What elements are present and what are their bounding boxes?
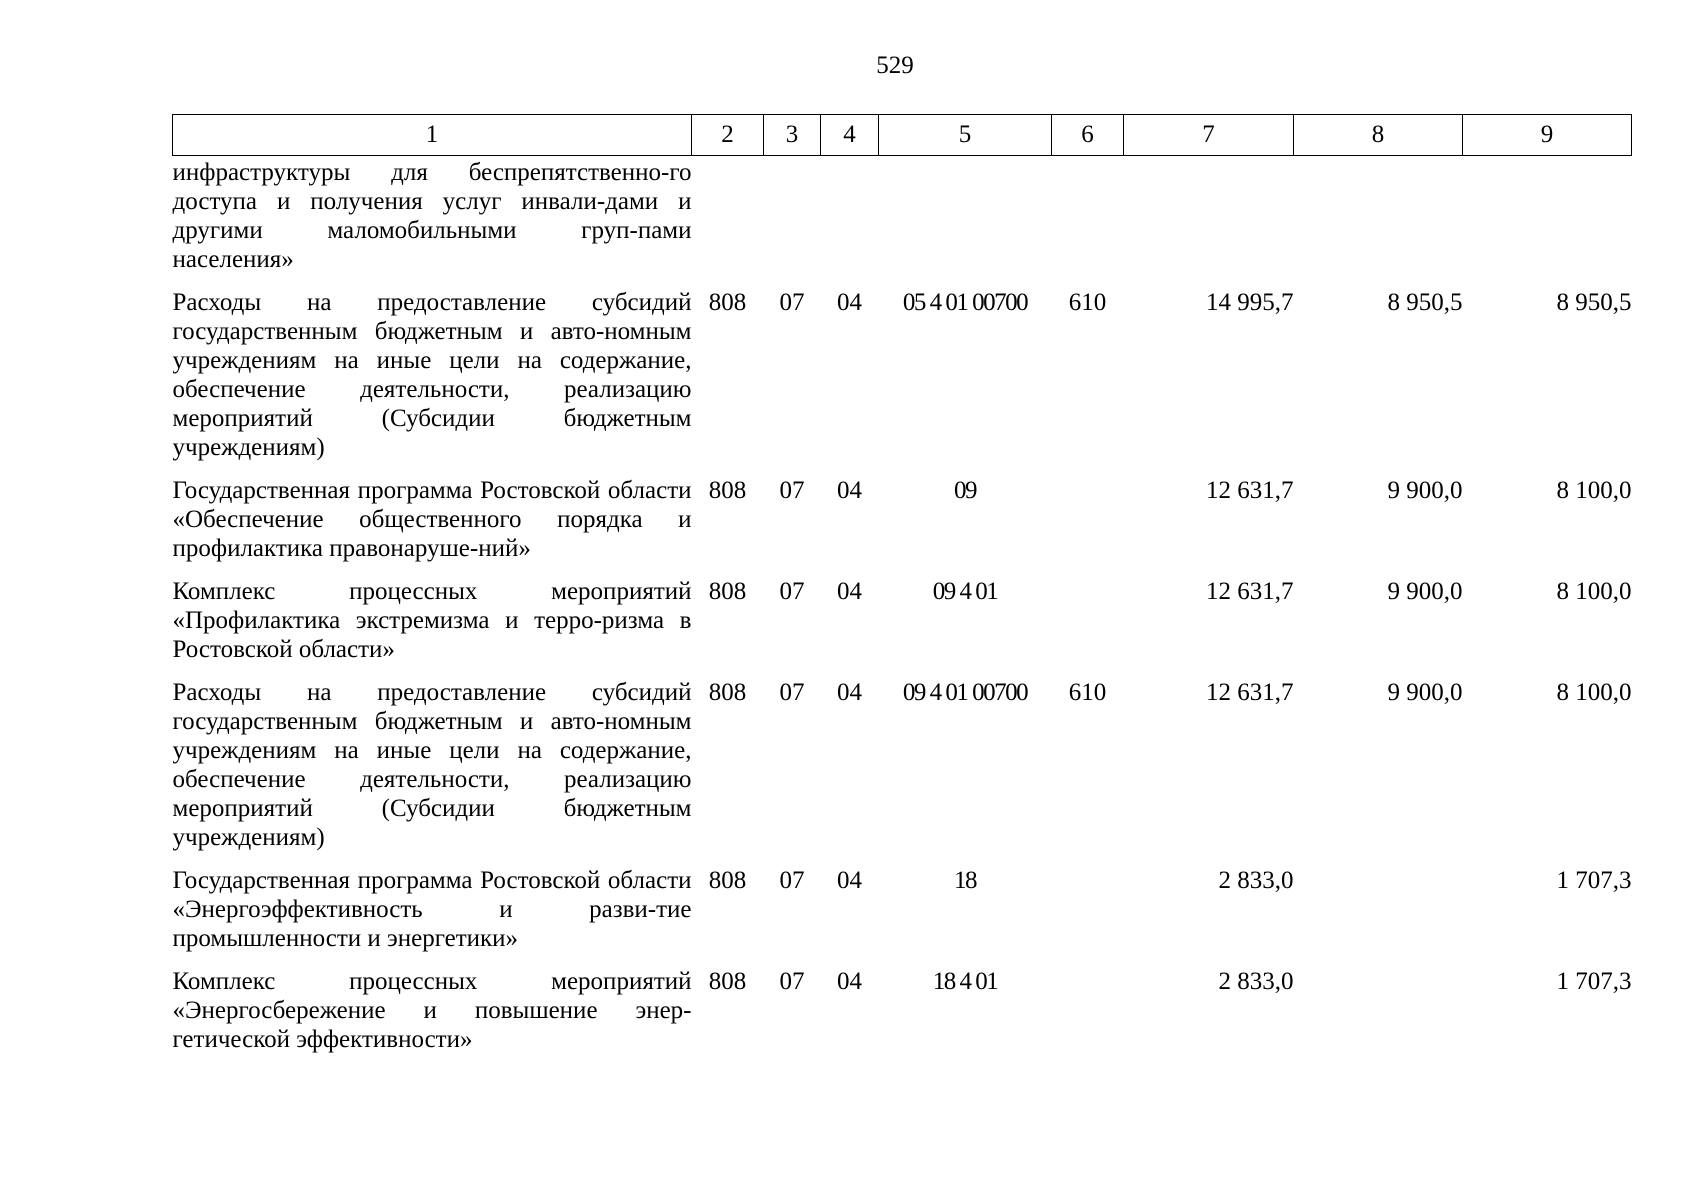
- table-row: [173, 274, 1632, 462]
- column-header-3: 3: [764, 115, 821, 156]
- cell-col3: 07: [779, 578, 805, 605]
- cell-col7: [1124, 156, 1294, 275]
- column-header-7: 7: [1124, 115, 1294, 156]
- cell-col3: 07: [779, 289, 805, 316]
- cell-col2: 808: [708, 578, 747, 605]
- cell-col9: 8 950,5: [1556, 289, 1632, 316]
- cell-col4: 04: [837, 679, 862, 706]
- cell-col2: [692, 156, 764, 275]
- table-row: [173, 852, 1632, 953]
- cell-col5: [879, 156, 1052, 275]
- cell-col9: 8 100,0: [1556, 679, 1632, 706]
- cell-col8: 9 900,0: [1387, 477, 1463, 504]
- column-header-8: 8: [1294, 115, 1463, 156]
- cell-col9: 8 100,0: [1556, 477, 1632, 504]
- cell-col9: 8 100,0: [1556, 578, 1632, 605]
- cell-col3: 07: [779, 477, 805, 504]
- table-body: [173, 156, 1632, 1055]
- page-number: 529: [876, 52, 914, 79]
- cell-col8: [1294, 953, 1463, 1054]
- cell-col7: 12 631,7: [1206, 477, 1294, 504]
- cell-col9: 1 707,3: [1556, 968, 1632, 995]
- cell-col4: 04: [837, 578, 862, 605]
- cell-col6: 610: [1068, 679, 1107, 706]
- cell-col2: 808: [708, 867, 747, 894]
- cell-col7: 2 833,0: [1218, 867, 1294, 894]
- table-row: [173, 664, 1632, 852]
- cell-col4: 04: [837, 477, 862, 504]
- cell-col8: [1294, 156, 1463, 275]
- cell-col2: 808: [708, 289, 747, 316]
- cell-col4: [821, 156, 879, 275]
- cell-col6: [1052, 156, 1124, 275]
- cell-col8: 9 900,0: [1387, 578, 1463, 605]
- row-description: инфраструктуры для беспрепятственно-го доступа и получения услуг инвали-дами и другими маломобильными груп-пами населения»: [172, 159, 692, 273]
- column-header-9: 9: [1463, 115, 1632, 156]
- column-header-4: 4: [821, 115, 879, 156]
- cell-col2: 808: [708, 968, 747, 995]
- cell-col3: 07: [779, 679, 805, 706]
- cell-col6: [1052, 462, 1124, 563]
- cell-col2: 808: [708, 477, 747, 504]
- cell-col5: 09: [954, 477, 976, 504]
- cell-col3: [764, 156, 821, 275]
- cell-col8: [1294, 852, 1463, 953]
- table-row: [173, 563, 1632, 664]
- column-header-5: 5: [879, 115, 1052, 156]
- cell-col2: 808: [708, 679, 747, 706]
- cell-col4: 04: [837, 867, 862, 894]
- cell-col4: 04: [837, 968, 862, 995]
- column-header-1: 1: [173, 115, 692, 156]
- table-header: [173, 115, 1632, 156]
- cell-col5: 18 4 01: [932, 968, 998, 995]
- row-description: Государственная программа Ростовской области «Энергоэффективность и разви-тие промышленности и энергетики»: [172, 867, 692, 952]
- column-header-6: 6: [1052, 115, 1124, 156]
- cell-col5: 09 4 01: [932, 578, 998, 605]
- row-description: Расходы на предоставление субсидий государственным бюджетным и авто-номным учреждениям на иные цели на содержание, обеспечение деятельности, реализацию мероприятий (Субсидии бюджетным учреждениям): [172, 289, 692, 461]
- cell-col5: 09 4 01 00700: [902, 679, 1028, 706]
- cell-col5: 05 4 01 00700: [902, 289, 1028, 316]
- cell-col8: 9 900,0: [1387, 679, 1463, 706]
- header-row: [173, 115, 1632, 156]
- cell-col9: [1463, 156, 1632, 275]
- cell-col6: 610: [1068, 289, 1107, 316]
- row-description: Расходы на предоставление субсидий государственным бюджетным и авто-номным учреждениям на иные цели на содержание, обеспечение деятельности, реализацию мероприятий (Субсидии бюджетным учреждениям): [172, 679, 692, 851]
- cell-col9: 1 707,3: [1556, 867, 1632, 894]
- row-description: Государственная программа Ростовской области «Обеспечение общественного порядка и профилактика правонаруше-ний»: [172, 477, 692, 562]
- cell-col7: 14 995,7: [1206, 289, 1294, 316]
- table-row: [173, 156, 1632, 275]
- cell-col6: [1052, 563, 1124, 664]
- budget-table: [172, 114, 1632, 1054]
- cell-col7: 2 833,0: [1218, 968, 1294, 995]
- cell-col7: 12 631,7: [1206, 679, 1294, 706]
- cell-col6: [1052, 953, 1124, 1054]
- column-header-2: 2: [692, 115, 764, 156]
- cell-col6: [1052, 852, 1124, 953]
- row-description: Комплекс процессных мероприятий «Профилактика экстремизма и терро-ризма в Ростовской области»: [172, 578, 692, 663]
- table-row: [173, 953, 1632, 1054]
- cell-col4: 04: [837, 289, 862, 316]
- row-description: Комплекс процессных мероприятий «Энергосбережение и повышение энер-гетической эффективности»: [172, 968, 692, 1053]
- table-row: [173, 462, 1632, 563]
- cell-col3: 07: [779, 867, 805, 894]
- cell-col7: 12 631,7: [1206, 578, 1294, 605]
- cell-col3: 07: [779, 968, 805, 995]
- cell-col5: 18: [954, 867, 976, 894]
- cell-col8: 8 950,5: [1387, 289, 1463, 316]
